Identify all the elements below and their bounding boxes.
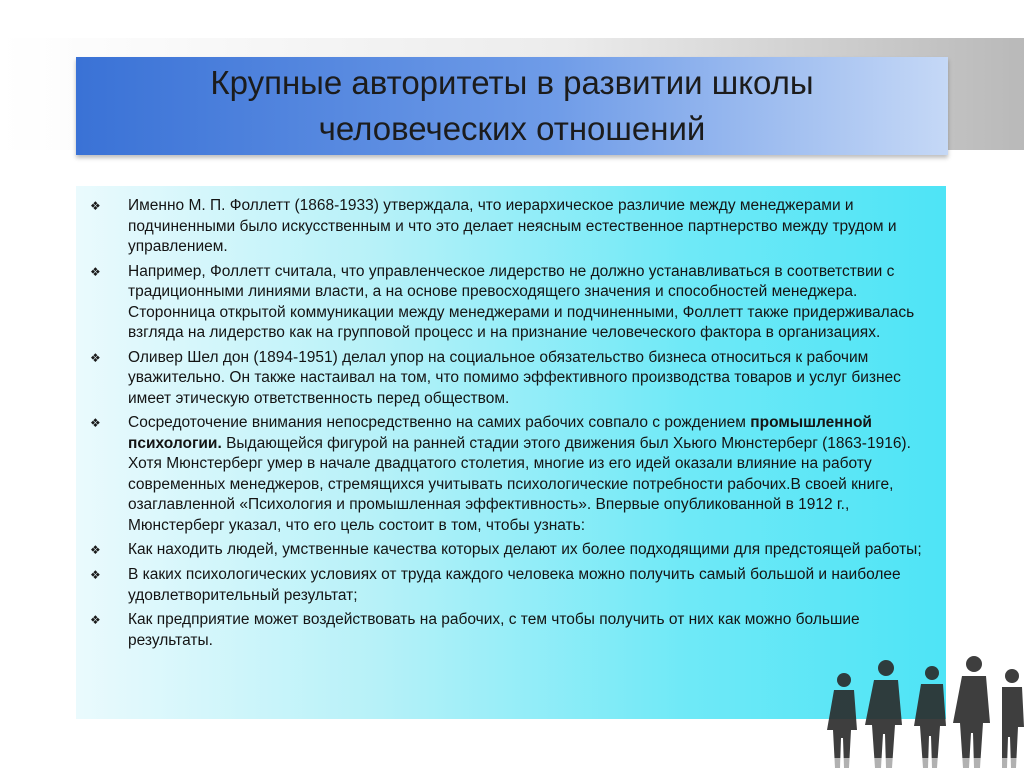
bullet-text-part: Выдающейся фигурой на ранней стадии этого движения был Хьюго Мюнстерберг (1863-1916). Хотя Мюнстерберг умер в начале двадцатого столетия, многие из его идей оказали влияние на работу современных менеджеров, стремящихся учитывать психологические потребности рабочих.В своей книге, озаглавленной «Психология и промышленная эффективность». Впервые опубликованной в 1912 г., Мюнстерберг указал, что его цель состоит в том, чтобы узнать: (128, 434, 911, 534)
bullet-item (88, 610, 924, 651)
diamond-bullet-icon: ❖ (90, 613, 101, 627)
diamond-bullet-icon: ❖ (90, 264, 101, 279)
bullet-text-part: Сосредоточение внимания непосредственно на самих рабочих совпало с рождением (128, 414, 751, 431)
diamond-bullet-icon: ❖ (90, 416, 101, 430)
bullet-text-bold: промышленной психологии. (128, 414, 872, 452)
bullet-text (128, 413, 924, 536)
diamond-bullet-icon: ❖ (90, 199, 101, 213)
bullet-text: В каких психологических условиях от труда каждого человека можно получить самый большой и наиболее удовлетворительный результат; (128, 566, 901, 604)
bullet-list (88, 196, 924, 651)
bullet-text: Оливер Шел дон (1894-1951) делал упор на социальное обязательство бизнеса относиться к рабочим уважительно. Он также настаивал на том, что помимо эффективного производства товаров и услуг бизнес имеет этическую ответственность перед обществом. (128, 348, 901, 407)
slide-title-line-2: человеческих отношений (318, 110, 706, 147)
bullet-text: Например, Фоллетт считала, что управленческое лидерство не должно устанавливаться в соответствии с традиционными линиями власти, а на основе превосходящего значения и способностей менеджера. Сторонница открытой коммуникации между менеджерами и подчиненными, Фоллетт также придерживалась взгляда на лидерство как на групповой процесс и на признание человеческого фактора в организациях. (128, 262, 915, 341)
bullet-text: Как предприятие может воздействовать на рабочих, с тем чтобы получить от них как можно большие результаты. (128, 611, 860, 649)
bullet-item (88, 413, 924, 536)
bullet-text: Как находить людей, умственные качества которых делают их более подходящими для предстоящей работы; (128, 541, 922, 558)
diamond-bullet-icon: ❖ (90, 350, 101, 365)
bullet-item (88, 196, 924, 258)
business-people-image (814, 618, 1024, 768)
title-box (76, 57, 948, 155)
bullet-item (88, 262, 924, 344)
diamond-bullet-icon: ❖ (90, 568, 101, 582)
bullet-item (88, 540, 924, 561)
bullet-item (88, 348, 924, 410)
diamond-bullet-icon: ❖ (90, 543, 101, 557)
bullet-item (88, 565, 924, 606)
bullet-text: Именно М. П. Фоллетт (1868-1933) утверждала, что иерархическое различие между менеджерами и подчиненными было искусственным и что это делает неясным естественное партнерство между трудом и управлением. (128, 197, 897, 255)
slide-title-line-1: Крупные авторитеты в развитии школы (210, 64, 814, 101)
